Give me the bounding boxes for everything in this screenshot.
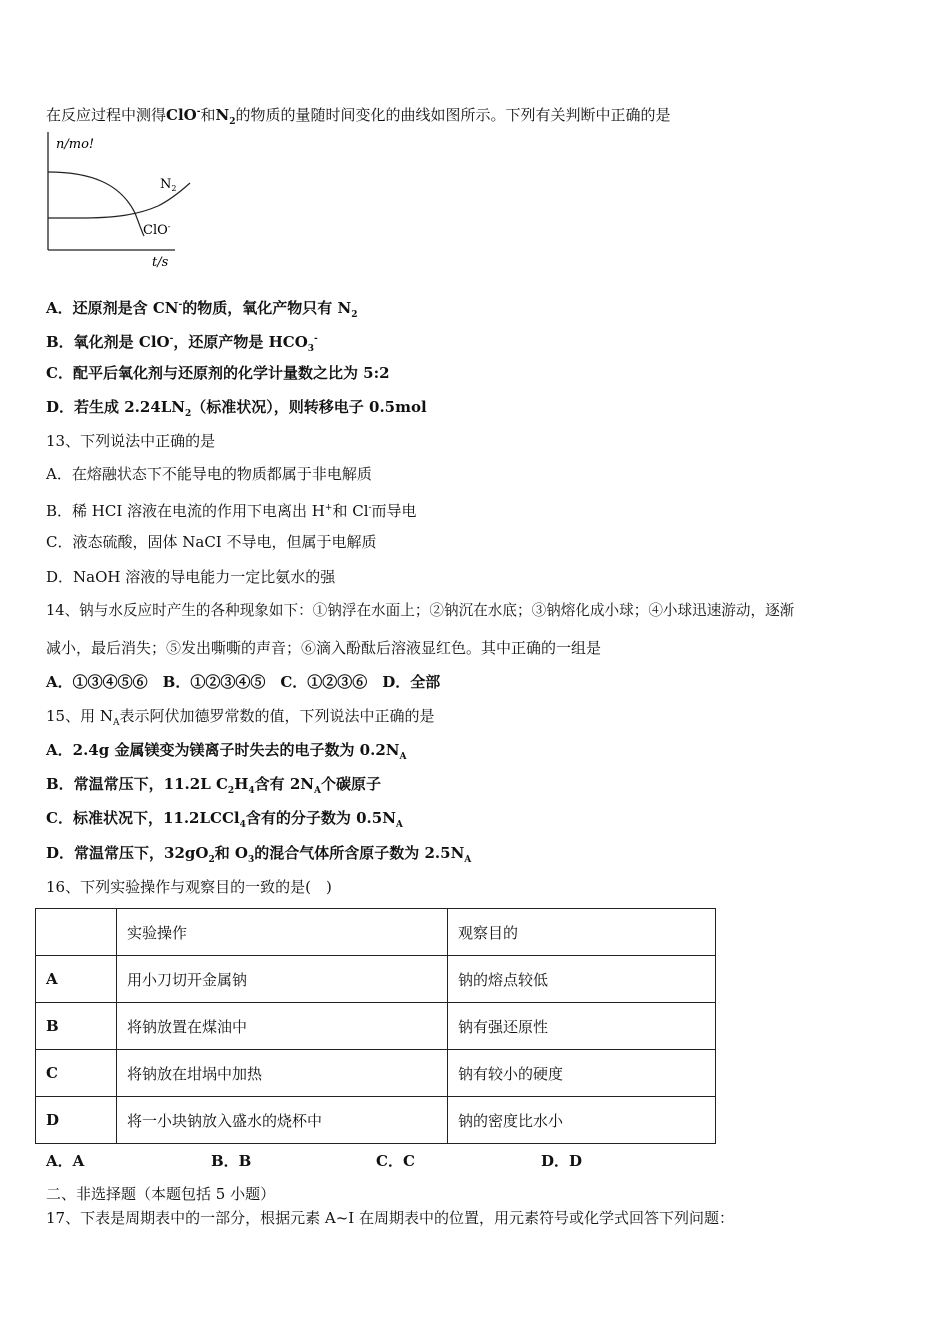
table-cell: 将钠放在坩埚中加热 (117, 1050, 448, 1097)
table-cell: 将一小块钠放入盛水的烧杯中 (117, 1097, 448, 1144)
table-header-row (36, 909, 716, 956)
table-header-cell: 观察目的 (448, 909, 716, 956)
q13-option-b: B．稀 HCI 溶液在电流的作用下电离出 H+和 Cl-而导电 (46, 502, 417, 520)
q15-option-a: A．2.4g 金属镁变为镁离子时失去的电子数为 $0.2N_A$ (46, 741, 407, 762)
y-axis-label: n/mo! (56, 137, 95, 152)
q12-option-d: D．若生成 $2.24LN_2$（标准状况），则转移电子 0.5mol (46, 398, 427, 419)
table-header-cell (36, 909, 117, 956)
table-cell: B (36, 1003, 117, 1050)
clo-formula: ClO- (166, 106, 201, 124)
table-row (36, 956, 716, 1003)
q15-option-b: B．常温常压下，11.2L $C_2H_4$含有 $2N_A$个碳原子 (46, 775, 382, 796)
q15-option-d: D．常温常压下，$32gO_2$和 $O_3$的混合气体所含原子数为 $2.5N_A$ (46, 844, 472, 865)
table-cell: 钠有强还原性 (448, 1003, 716, 1050)
section-heading: 二、非选择题（本题包括 5 小题） (46, 1185, 276, 1203)
table-cell: 将钠放置在煤油中 (117, 1003, 448, 1050)
table-cell: 钠的密度比水小 (448, 1097, 716, 1144)
q16-option-d: D．D (541, 1152, 583, 1170)
q13-option-a: A．在熔融状态下不能导电的物质都属于非电解质 (46, 465, 372, 483)
clo-curve (48, 172, 144, 236)
table-row (36, 1097, 716, 1144)
q15-stem: 15、用 $N_A$表示阿伏加德罗常数的值，下列说法中正确的是 (46, 707, 435, 728)
q14-stem-line2: 减小，最后消失；⑤发出嘶嘶的声音；⑥滴入酚酞后溶液显红色。其中正确的一组是 (46, 639, 602, 657)
q12-option-b: B．氧化剂是 ClO-，还原产物是 $HCO_3^-$ (46, 333, 318, 354)
table-cell: 用小刀切开金属钠 (117, 956, 448, 1003)
concentration-time-graph (40, 128, 200, 273)
table-cell: C (36, 1050, 117, 1097)
q13-stem: 13、下列说法中正确的是 (46, 432, 216, 450)
x-axis-label: t/s (152, 255, 169, 270)
table-cell: 钠有较小的硬度 (448, 1050, 716, 1097)
q17-stem: 17、下表是周期表中的一部分，根据元素 A~I 在周期表中的位置，用元素符号或化学式回答下列问题： (46, 1209, 734, 1227)
q16-stem: 16、下列实验操作与观察目的一致的是( ) (46, 878, 332, 896)
q16-option-c: C．C (376, 1152, 415, 1170)
table-row (36, 1003, 716, 1050)
intro-line: 在反应过程中测得ClO-和$N_2$的物质的量随时间变化的曲线如图所示。下列有关判断中正确的是 (46, 106, 671, 127)
q13-option-c: C．液态硫酸，固体 NaCI 不导电，但属于电解质 (46, 533, 377, 551)
q15-option-c: C．标准状况下，11.2LCCl$_4$含有的分子数为 $0.5N_A$ (46, 809, 403, 830)
n2-formula: $N_2$ (215, 106, 236, 127)
clo-label: ClO- (143, 222, 171, 238)
experiment-table (35, 908, 716, 1144)
table-cell: A (36, 956, 117, 1003)
q12-option-c: C．配平后氧化剂与还原剂的化学计量数之比为 5:2 (46, 364, 390, 382)
q13-option-d: D．NaOH 溶液的导电能力一定比氨水的强 (46, 568, 336, 586)
q16-option-b: B．B (211, 1152, 252, 1170)
table-row (36, 1050, 716, 1097)
q14-options: A．①③④⑤⑥ B．①②③④⑤ C．①②③⑥ D．全部 (46, 673, 441, 691)
n2-label: $N_2$ (160, 177, 177, 193)
table-header-cell: 实验操作 (117, 909, 448, 956)
q16-option-a: A．A (46, 1152, 85, 1170)
table-cell: 钠的熔点较低 (448, 956, 716, 1003)
table-cell: D (36, 1097, 117, 1144)
q14-stem-line1: 14、钠与水反应时产生的各种现象如下：①钠浮在水面上；②钠沉在水底；③钠熔化成小球；④小球迅速游动，逐渐 (46, 602, 795, 619)
q12-option-a: A．还原剂是含 CN-的物质，氧化产物只有 $N_2$ (46, 299, 358, 320)
